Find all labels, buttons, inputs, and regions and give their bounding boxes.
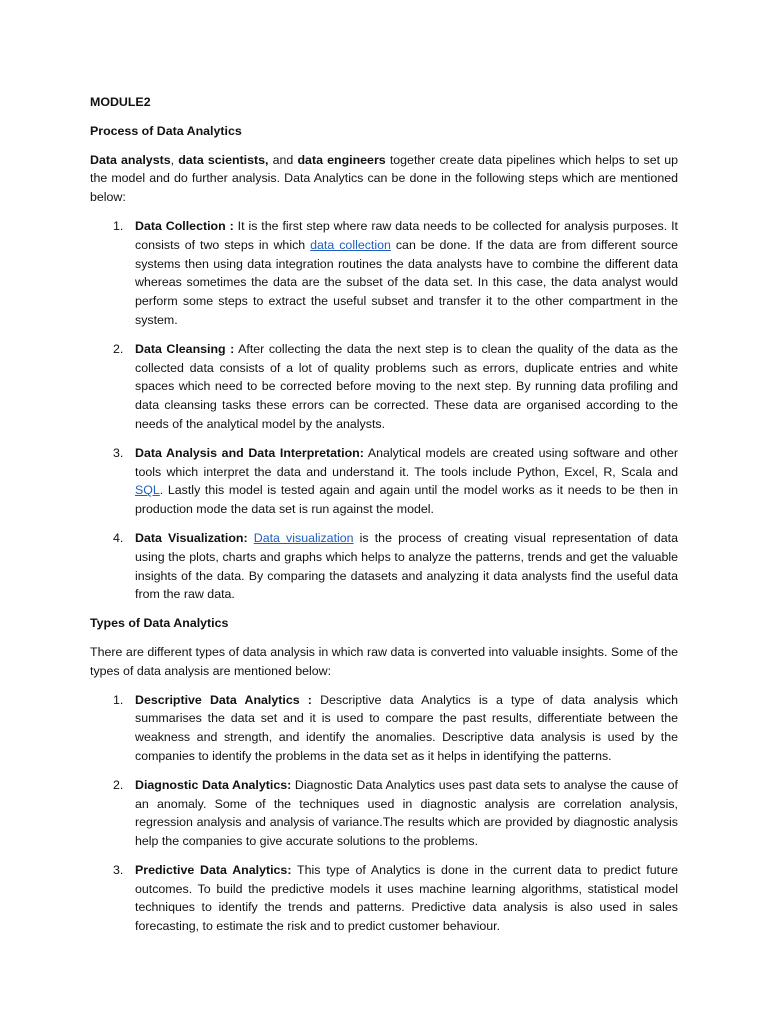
list-item xyxy=(113,691,679,766)
list-number: 2. xyxy=(113,777,124,792)
type-text: This type of Analytics is done in the current data to predict future outcomes. To build the predictive models it uses machine learning algorithms, statistical model techniques to identify the trends and patterns. Predictive data analysis is also used in sales forecasting, to estimate the risk and to predict customer behaviour. xyxy=(135,862,678,934)
list-item xyxy=(113,217,679,330)
list-item xyxy=(113,340,678,434)
list-number: 1. xyxy=(113,218,124,233)
step-title: Data Cleansing : xyxy=(135,341,235,356)
data-collection-link[interactable]: data collection xyxy=(310,237,391,252)
process-heading: Process of Data Analytics xyxy=(90,123,242,138)
step-title: Data Collection : xyxy=(135,218,234,233)
step-text: is the process of creating visual representation of data using the plots, charts and graphs which helps to analyze the patterns, trends and get the valuable insights of the data. By comparing the datasets and analyzing it data analysts find the useful data from the raw data. xyxy=(135,530,678,602)
list-number: 2. xyxy=(113,341,124,356)
step-title: Data Analysis and Data Interpretation: xyxy=(135,445,364,460)
types-intro: There are different types of data analysis in which raw data is converted into valuable insights. Some of the types of data analysis are mentioned below: xyxy=(90,644,678,678)
types-heading: Types of Data Analytics xyxy=(90,616,229,631)
list-number: 4. xyxy=(113,530,124,545)
type-title: Predictive Data Analytics: xyxy=(135,862,292,877)
list-number: 3. xyxy=(113,445,124,460)
step-text: . Lastly this model is tested again and again until the model works as it needs to be then in production mode the data set is run against the model. xyxy=(135,483,678,517)
type-text: Descriptive data Analytics is a type of data analysis which summarises the data set and it is used to compare the past results, differentiate between the weakness and strength, and identify the anomalies. Descriptive data analysis is used by the companies to identify the problems in the data set as it helps in identifying the patterns. xyxy=(135,692,679,763)
list-item xyxy=(113,776,679,851)
intro-text-2: and xyxy=(268,152,298,167)
intro-text-1: , xyxy=(170,152,179,167)
intro-bold-engineers: data engineers xyxy=(297,152,386,167)
intro-bold-scientists: data scientists, xyxy=(178,152,269,167)
intro-bold-analysts: Data analysts xyxy=(90,152,171,167)
type-text: Diagnostic Data Analytics uses past data sets to analyse the cause of an anomaly. Some of the techniques used in diagnostic analysis are correlation analysis, regression analysis and analysis of variance.The results which are provided by diagnostic analysis help the companies to give accurate solutions to the problems. xyxy=(135,777,679,849)
process-steps-list xyxy=(90,217,678,604)
step-title: Data Visualization: xyxy=(135,530,248,545)
type-title: Descriptive Data Analytics : xyxy=(135,692,312,707)
list-item xyxy=(113,444,678,519)
list-number: 3. xyxy=(113,862,124,877)
list-number: 1. xyxy=(113,692,124,707)
type-title: Diagnostic Data Analytics: xyxy=(135,777,292,792)
step-text: can be done. If the data are from different source systems then using data integration routines the data analysts have to combine the different data whereas sometimes the data are the subset of the data set. In this case, the data analyst would perform some steps to extract the useful subset and transfer it to the other compartment in the system. xyxy=(135,237,679,327)
process-intro xyxy=(90,151,678,207)
list-item xyxy=(113,861,678,936)
intro-text-3: together create data pipelines which helps to set up the model and do further analysis. Data Analytics can be done in the following steps which are mentioned below: xyxy=(90,152,678,205)
step-text: It is the first step where raw data needs to be collected for analysis purposes. It consists of two steps in which xyxy=(135,218,678,252)
step-text: Analytical models are created using software and other tools which interpret the data and understand it. The tools include Python, Excel, R, Scala and xyxy=(135,445,678,479)
module-title: MODULE2 xyxy=(90,95,151,109)
sql-link[interactable]: SQL xyxy=(135,483,160,498)
step-text: After collecting the data the next step is to clean the quality of the data as the collected data consists of a lot of quality problems such as errors, duplicate entries and white spaces which need to be corrected before moving to the next step. By running data profiling and data cleansing tasks these errors can be corrected. These data are organised according to the needs of the analytical model by the analysts. xyxy=(135,341,678,431)
data-visualization-link[interactable]: Data visualization xyxy=(253,530,354,545)
types-list xyxy=(90,691,678,937)
list-item xyxy=(113,529,678,604)
